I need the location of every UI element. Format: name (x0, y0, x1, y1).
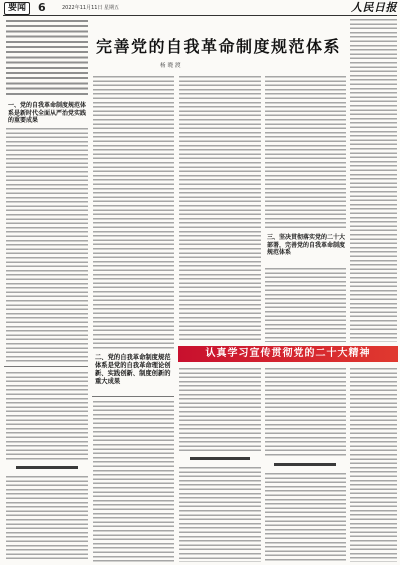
body-text-block (6, 128, 88, 362)
lead-paragraph-block (6, 20, 88, 98)
body-text-block (179, 76, 261, 342)
body-text-block (350, 19, 397, 342)
subheading-bar (274, 463, 336, 466)
feature-banner: 认真学习宣传贯彻党的二十大精神 (178, 346, 398, 362)
body-text-block (6, 372, 88, 460)
subheading-bar (190, 457, 250, 460)
article-title: 完善党的自我革命制度规范体系 (96, 37, 342, 56)
body-text-block (350, 368, 397, 562)
section-heading-3: 三、坚决贯彻落实党的二十大部署，完善党的自我革命制度规范体系 (267, 234, 346, 257)
subheading-bar (16, 466, 78, 469)
issue-date: 2022年11月11日 星期五 (62, 5, 120, 11)
section-divider (4, 366, 88, 367)
body-text-block (265, 268, 346, 342)
body-text-block (265, 76, 346, 228)
body-text-block (179, 467, 261, 562)
masthead-logo: 人民日报 (351, 1, 397, 14)
body-text-block (265, 368, 346, 458)
body-text-block (179, 368, 261, 452)
body-text-block (93, 401, 174, 562)
body-text-block (93, 76, 174, 350)
header-rule (3, 15, 397, 16)
article-author: 杨晓渡 (160, 63, 183, 69)
body-text-block (6, 476, 88, 562)
body-text-block (265, 473, 346, 562)
section-label: 要闻 (4, 2, 30, 15)
section-heading-1: 一、党的自我革命制度规范体系是新时代全面从严治党实践的重要成果 (8, 102, 87, 125)
section-heading-2: 二、党的自我革命制度规范体系是党的自我革命理论创新、实践创新、制度创新的重大成果 (95, 354, 171, 385)
page-number: 6 (38, 1, 46, 14)
section-divider (92, 396, 174, 397)
